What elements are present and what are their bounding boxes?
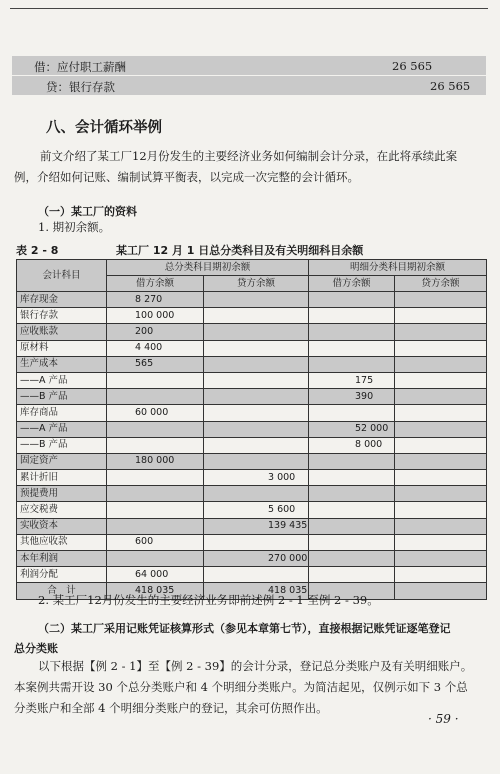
item-opening-balance: 1. 期初余额。 (38, 220, 111, 234)
cell-det-credit (395, 292, 487, 308)
cell-account: 其他应收款 (17, 534, 107, 550)
cell-det-debit (309, 308, 395, 324)
cell-det-debit (309, 551, 395, 567)
table-row (17, 486, 487, 502)
table-row (17, 437, 487, 453)
cell-det-credit (395, 551, 487, 567)
cell-gen-credit (204, 308, 309, 324)
cell-gen-debit: 8 270 (107, 292, 204, 308)
cell-gen-credit (204, 292, 309, 308)
cell-gen-debit: 180 000 (107, 453, 204, 469)
cell-account: ——A 产品 (17, 421, 107, 437)
cell-gen-credit (204, 437, 309, 453)
cell-gen-debit: 100 000 (107, 308, 204, 324)
cell-gen-debit (107, 486, 204, 502)
intro-line-1: 前文介绍了某工厂12月份发生的主要经济业务如何编制会计分录，在此将承续此案 (40, 149, 458, 163)
body-line-3: 分类账户和全部 4 个明细分类账户的登记，其余可仿照作出。 (14, 701, 328, 715)
cell-gen-credit (204, 340, 309, 356)
header-general: 总分类科目期初余额 (107, 260, 309, 276)
cell-account: 实收资本 (17, 518, 107, 534)
cell-account: 合 计 (17, 583, 107, 599)
table-row (17, 567, 487, 583)
header-account: 会计科目 (17, 260, 107, 292)
debit-label: 借：应付职工薪酬 (34, 60, 126, 74)
cell-det-debit (309, 470, 395, 486)
cell-account: ——B 产品 (17, 437, 107, 453)
cell-gen-credit: 3 000 (204, 470, 309, 486)
cell-gen-credit: 139 435 (204, 518, 309, 534)
cell-gen-debit (107, 502, 204, 518)
table-row (17, 453, 487, 469)
cell-account: 库存商品 (17, 405, 107, 421)
cell-det-debit (309, 534, 395, 550)
cell-det-credit (395, 372, 487, 388)
intro-line-2: 例，介绍如何记账、编制试算平衡表，以完成一次完整的会计循环。 (14, 170, 359, 184)
credit-amount: 26 565 (430, 79, 471, 93)
table-row (17, 421, 487, 437)
cell-det-credit (395, 502, 487, 518)
cell-account: 应交税费 (17, 502, 107, 518)
table-row (17, 324, 487, 340)
cell-gen-debit (107, 389, 204, 405)
cell-det-debit (309, 502, 395, 518)
subheading-posting: （二）某工厂采用记账凭证核算形式（参见本章第七节），直接根据记账凭证逐笔登记 (38, 622, 451, 635)
table-row (17, 372, 487, 388)
cell-gen-credit (204, 421, 309, 437)
cell-gen-credit (204, 486, 309, 502)
cell-account: 固定资产 (17, 453, 107, 469)
cell-gen-credit: 5 600 (204, 502, 309, 518)
debit-amount: 26 565 (392, 59, 433, 73)
header-det-credit: 贷方余额 (395, 276, 487, 292)
cell-det-debit (309, 453, 395, 469)
cell-det-debit (309, 486, 395, 502)
cell-account: 生产成本 (17, 356, 107, 372)
cell-det-credit (395, 340, 487, 356)
cell-det-debit (309, 292, 395, 308)
cell-gen-debit: 565 (107, 356, 204, 372)
table-row (17, 340, 487, 356)
cell-gen-debit: 60 000 (107, 405, 204, 421)
cell-account: 原材料 (17, 340, 107, 356)
table-title: 某工厂 12 月 1 日总分类科目及有关明细科目余额 (116, 244, 364, 257)
header-gen-credit: 贷方余额 (204, 276, 309, 292)
cell-account: ——B 产品 (17, 389, 107, 405)
cell-gen-debit (107, 518, 204, 534)
credit-label: 贷：银行存款 (46, 80, 115, 94)
cell-det-credit (395, 308, 487, 324)
cell-det-debit (309, 356, 395, 372)
table-row (17, 551, 487, 567)
cell-det-credit (395, 421, 487, 437)
cell-gen-debit (107, 470, 204, 486)
subheading-posting-cont: 总分类账 (14, 642, 58, 655)
table-row (17, 502, 487, 518)
top-rule (10, 8, 488, 9)
cell-det-debit: 390 (309, 389, 395, 405)
cell-gen-debit (107, 421, 204, 437)
header-det-debit: 借方余额 (309, 276, 395, 292)
table-number: 表 2 - 8 (16, 244, 59, 257)
body-line-1: 以下根据【例 2 - 1】至【例 2 - 39】的会计分录，登记总分类账户及有关明细账户。 (38, 659, 473, 673)
cell-gen-credit (204, 372, 309, 388)
header-detail: 明细分类科目期初余额 (309, 260, 487, 276)
cell-gen-debit: 200 (107, 324, 204, 340)
cell-det-credit (395, 567, 487, 583)
balance-table (16, 259, 487, 600)
cell-det-credit (395, 389, 487, 405)
cell-gen-debit: 64 000 (107, 567, 204, 583)
page-number: · 59 · (428, 712, 459, 726)
section-heading: 八、会计循环举例 (46, 120, 162, 136)
cell-account: 累计折旧 (17, 470, 107, 486)
cell-gen-credit: 418 035 (204, 583, 309, 599)
cell-gen-debit (107, 372, 204, 388)
cell-det-credit (395, 470, 487, 486)
cell-gen-credit: 270 000 (204, 551, 309, 567)
cell-gen-debit: 4 400 (107, 340, 204, 356)
cell-gen-debit: 600 (107, 534, 204, 550)
table-row (17, 308, 487, 324)
table-row (17, 356, 487, 372)
cell-det-credit (395, 356, 487, 372)
table-row (17, 470, 487, 486)
cell-det-credit (395, 437, 487, 453)
cell-det-credit (395, 534, 487, 550)
cell-det-debit (309, 405, 395, 421)
table-row (17, 389, 487, 405)
cell-account: 利润分配 (17, 567, 107, 583)
cell-det-credit (395, 583, 487, 599)
cell-gen-credit (204, 324, 309, 340)
table-row (17, 405, 487, 421)
cell-gen-debit (107, 551, 204, 567)
table-row (17, 292, 487, 308)
cell-det-debit (309, 518, 395, 534)
cell-det-debit (309, 340, 395, 356)
header-gen-debit: 借方余额 (107, 276, 204, 292)
cell-gen-credit (204, 389, 309, 405)
cell-gen-debit (107, 437, 204, 453)
cell-account: 预提费用 (17, 486, 107, 502)
body-line-2: 本案例共需开设 30 个总分类账户和 4 个明细分类账户。为简洁起见，仅例示如下 3 个总 (14, 680, 468, 694)
cell-det-credit (395, 405, 487, 421)
cell-det-debit (309, 567, 395, 583)
cell-det-credit (395, 324, 487, 340)
table-row (17, 518, 487, 534)
cell-det-credit (395, 453, 487, 469)
item-transactions: 2. 某工厂12月份发生的主要经济业务即前述例 2 - 1 至例 2 - 39。 (38, 593, 379, 607)
cell-gen-credit (204, 356, 309, 372)
cell-det-debit (309, 324, 395, 340)
subheading-data: （一）某工厂的资料 (38, 205, 137, 218)
cell-gen-credit (204, 534, 309, 550)
cell-gen-debit: 418 035 (107, 583, 204, 599)
cell-det-credit (395, 486, 487, 502)
cell-gen-credit (204, 453, 309, 469)
journal-debit-row (12, 56, 486, 75)
cell-account: ——A 产品 (17, 372, 107, 388)
cell-det-debit: 52 000 (309, 421, 395, 437)
cell-account: 本年利润 (17, 551, 107, 567)
table-row (17, 534, 487, 550)
cell-det-debit: 175 (309, 372, 395, 388)
cell-account: 应收账款 (17, 324, 107, 340)
cell-det-credit (395, 518, 487, 534)
journal-credit-row (12, 76, 486, 95)
cell-det-debit: 8 000 (309, 437, 395, 453)
cell-account: 银行存款 (17, 308, 107, 324)
cell-gen-credit (204, 405, 309, 421)
cell-account: 库存现金 (17, 292, 107, 308)
cell-gen-credit (204, 567, 309, 583)
